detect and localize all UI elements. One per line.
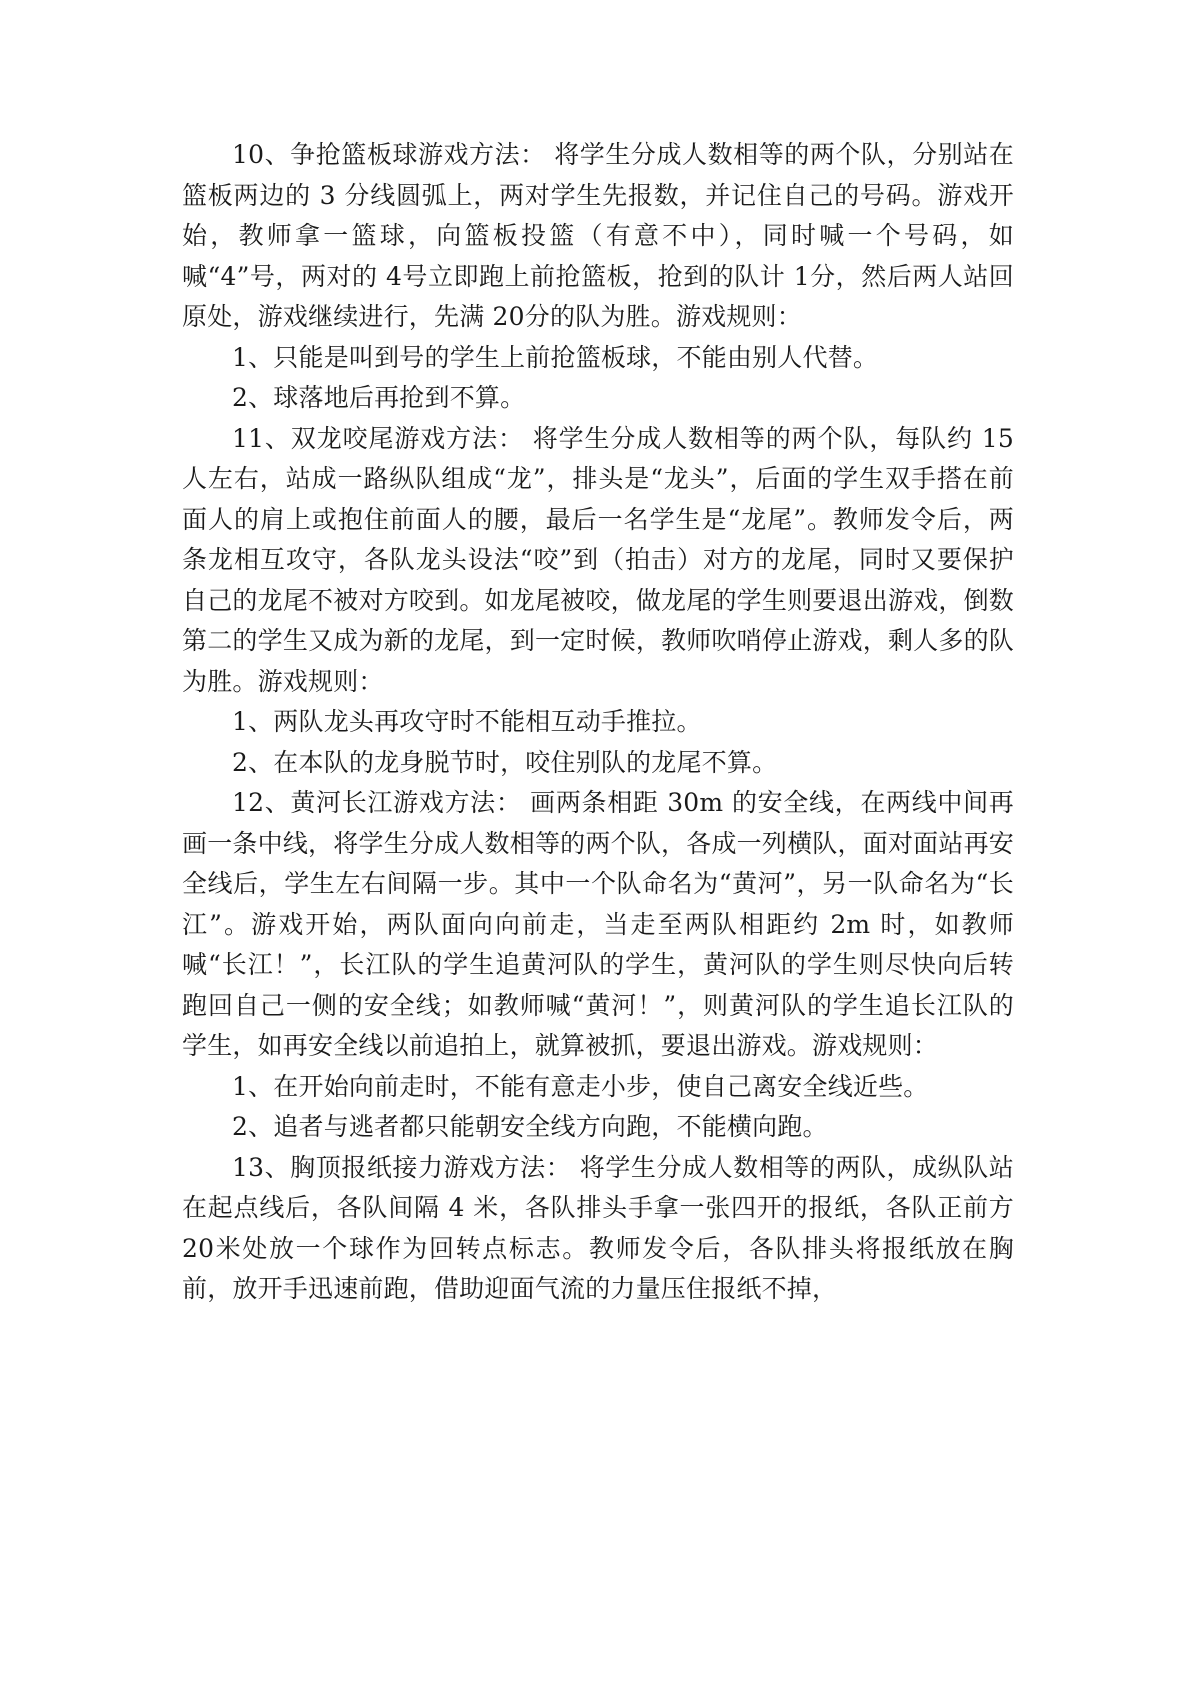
paragraph-game-10-rule-1: 1、只能是叫到号的学生上前抢篮板球，不能由别人代替。 — [232, 342, 879, 372]
document-body — [182, 135, 1014, 1310]
paragraph-game-11-method: 11、双龙咬尾游戏方法： 将学生分成人数相等的两个队，每队约 15 人左右，站成一路纵队组成“龙”，排头是“龙头”，后面的学生双手搭在前面人的肩上或抱住前面人的腰，最后一名学生是“龙尾”。教师发令后，两条龙相互攻守，各队龙头设法“咬”到（拍击）对方的龙尾，同时又要保护自己的龙尾不被对方咬到。如龙尾被咬，做龙尾的学生则要退出游戏，倒数第二的学生又成为新的龙尾，到一定时候，教师吹哨停止游戏，剩人多的队为胜。游戏规则： — [182, 423, 1014, 696]
paragraph-game-10-method: 10、争抢篮板球游戏方法： 将学生分成人数相等的两个队，分别站在篮板两边的 3 分线圆弧上，两对学生先报数，并记住自己的号码。游戏开始，教师拿一篮球，向篮板投篮（有意不中），同时喊一个号码，如喊“4”号，两对的 4号立即跑上前抢篮板，抢到的队计 1分，然后两人站回原处，游戏继续进行，先满 20分的队为胜。游戏规则： — [182, 140, 1014, 331]
paragraph-game-13-method: 13、胸顶报纸接力游戏方法： 将学生分成人数相等的两队，成纵队站在起点线后，各队间隔 4 米，各队排头手拿一张四开的报纸，各队正前方 20米处放一个球作为回转点标志。教师发令后，各队排头将报纸放在胸前，放开手迅速前跑，借助迎面气流的力量压住报纸不掉， — [182, 1152, 1014, 1303]
paragraph-game-12-method: 12、黄河长江游戏方法： 画两条相距 30m 的安全线，在两线中间再画一条中线，将学生分成人数相等的两个队，各成一列横队，面对面站再安全线后，学生左右间隔一步。其中一个队命名为“黄河”，另一队命名为“长江”。游戏开始，两队面向向前走，当走至两队相距约 2m 时，如教师喊“长江！”，长江队的学生追黄河队的学生，黄河队的学生则尽快向后转跑回自己一侧的安全线；如教师喊“黄河！”，则黄河队的学生追长江队的学生，如再安全线以前追拍上，就算被抓，要退出游戏。游戏规则： — [182, 788, 1014, 1060]
paragraph-game-11-rule-2: 2、在本队的龙身脱节时，咬住别队的龙尾不算。 — [232, 747, 778, 777]
paragraph-game-11-rule-1: 1、两队龙头再攻守时不能相互动手推拉。 — [232, 707, 702, 736]
paragraph-game-12-rule-1: 1、在开始向前走时，不能有意走小步，使自己离安全线近些。 — [232, 1071, 929, 1101]
paragraph-game-12-rule-2: 2、追者与逃者都只能朝安全线方向跑，不能横向跑。 — [232, 1112, 828, 1141]
paragraph-game-10-rule-2: 2、球落地后再抢到不算。 — [232, 383, 526, 412]
